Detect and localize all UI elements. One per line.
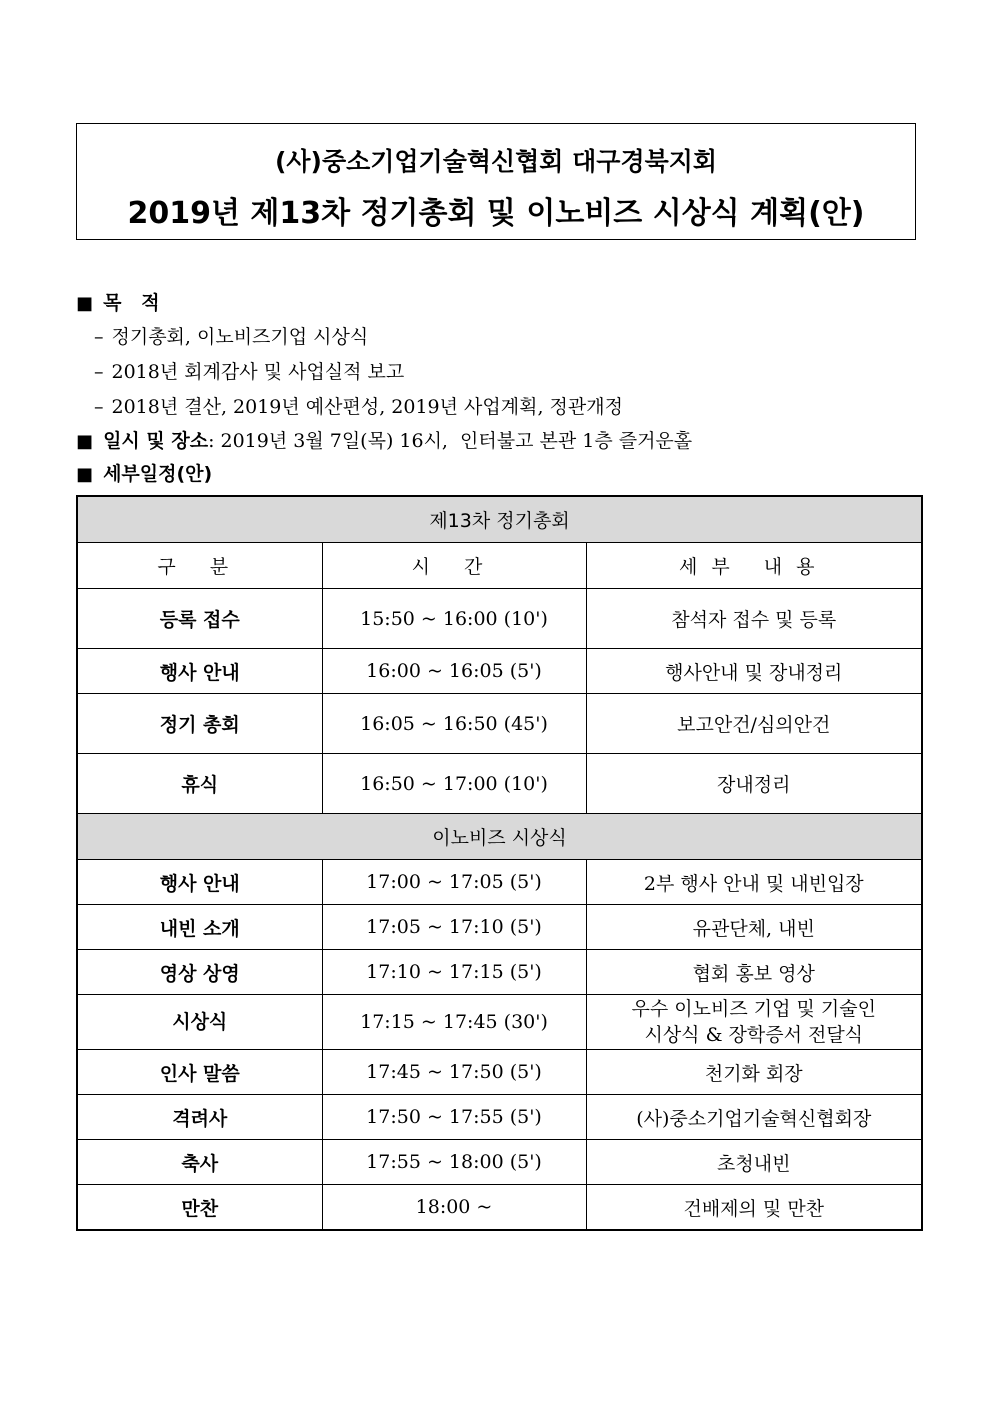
row-time: 17:50 ~ 17:55 (5'): [322, 1095, 586, 1140]
row-time: 17:10 ~ 17:15 (5'): [322, 950, 586, 995]
row-category: 인사 말씀: [77, 1050, 322, 1095]
section-band-awards: [77, 814, 922, 860]
purpose-item: – 정기총회, 이노비즈기업 시상식: [94, 326, 369, 348]
table-row: [77, 1050, 922, 1095]
table-header-row: [77, 543, 922, 589]
row-category: 격려사: [77, 1095, 322, 1140]
org-title: (사)중소기업기술혁신협회 대구경북지회: [274, 147, 718, 176]
row-time: 15:50 ~ 16:00 (10'): [322, 589, 586, 649]
row-description: 유관단체, 내빈: [586, 905, 922, 950]
row-category: 시상식: [77, 995, 322, 1050]
row-time: 17:00 ~ 17:05 (5'): [322, 860, 586, 905]
table-row: [77, 1185, 922, 1231]
table-row: [77, 995, 922, 1050]
row-category: 등록 접수: [77, 589, 322, 649]
table-row: [77, 905, 922, 950]
square-bullet-icon: ■: [76, 293, 94, 314]
row-description: 장내정리: [586, 754, 922, 814]
square-bullet-icon: ■: [76, 464, 94, 485]
table-row: [77, 694, 922, 754]
table-row: [77, 589, 922, 649]
row-category: 휴식: [77, 754, 322, 814]
datetime-label: 일시 및 장소: [103, 430, 209, 452]
table-row: [77, 950, 922, 995]
table-row: [77, 1095, 922, 1140]
schedule-label: 세부일정(안): [103, 463, 213, 485]
column-header: 세부 내용: [586, 543, 922, 589]
schedule-table: [76, 495, 923, 1231]
table-row: [77, 754, 922, 814]
dash-bullet-icon: –: [94, 361, 104, 383]
row-category: 정기 총회: [77, 694, 322, 754]
row-category: 내빈 소개: [77, 905, 322, 950]
column-header: 구 분: [77, 543, 322, 589]
row-description: 행사안내 및 장내정리: [586, 649, 922, 694]
row-description: 협회 홍보 영상: [586, 950, 922, 995]
row-category: 영상 상영: [77, 950, 322, 995]
row-description: 보고안건/심의안건: [586, 694, 922, 754]
row-category: 만찬: [77, 1185, 322, 1231]
title-box: [76, 123, 916, 240]
row-time: 17:05 ~ 17:10 (5'): [322, 905, 586, 950]
purpose-item: – 2018년 회계감사 및 사업실적 보고: [94, 361, 405, 383]
row-description: [586, 995, 922, 1050]
row-time: 16:05 ~ 16:50 (45'): [322, 694, 586, 754]
row-time: 17:15 ~ 17:45 (30'): [322, 995, 586, 1050]
document-title: 2019년 제13차 정기총회 및 이노비즈 시상식 계획(안): [127, 196, 865, 231]
section-title: 제13차 정기총회: [77, 496, 922, 543]
row-description: 초청내빈: [586, 1140, 922, 1185]
section-title: 이노비즈 시상식: [77, 814, 922, 860]
schedule-heading: [76, 458, 926, 491]
table-row: [77, 1140, 922, 1185]
row-time: 16:50 ~ 17:00 (10'): [322, 754, 586, 814]
square-bullet-icon: ■: [76, 431, 94, 452]
row-description: 참석자 접수 및 등록: [586, 589, 922, 649]
row-description: 천기화 회장: [586, 1050, 922, 1095]
purpose-heading: [76, 287, 926, 320]
datetime-heading: [76, 425, 926, 458]
dash-bullet-icon: –: [94, 396, 104, 418]
row-category: 축사: [77, 1140, 322, 1185]
table-row: [77, 860, 922, 905]
row-category: 행사 안내: [77, 860, 322, 905]
row-category: 행사 안내: [77, 649, 322, 694]
row-time: 17:45 ~ 17:50 (5'): [322, 1050, 586, 1095]
row-time: 16:00 ~ 16:05 (5'): [322, 649, 586, 694]
purpose-label: 목 적: [103, 292, 160, 314]
row-description: (사)중소기업기술혁신협회장: [586, 1095, 922, 1140]
dash-bullet-icon: –: [94, 326, 104, 348]
section-band-general-meeting: [77, 496, 922, 543]
row-time: 18:00 ~: [322, 1185, 586, 1231]
row-description-line: 시상식 & 장학증서 전달식: [644, 1024, 864, 1046]
row-description: 건배제의 및 만찬: [586, 1185, 922, 1231]
table-row: [77, 649, 922, 694]
row-description: 2부 행사 안내 및 내빈입장: [586, 860, 922, 905]
column-header: 시 간: [322, 543, 586, 589]
overview-sections: [76, 287, 926, 491]
datetime-value: : 2019년 3월 7일(목) 16시, 인터불고 본관 1층 즐거운홀: [208, 430, 693, 452]
row-description-line: 우수 이노비즈 기업 및 기술인: [631, 998, 876, 1020]
purpose-item: – 2018년 결산, 2019년 예산편성, 2019년 사업계획, 정관개정: [94, 396, 623, 418]
row-time: 17:55 ~ 18:00 (5'): [322, 1140, 586, 1185]
